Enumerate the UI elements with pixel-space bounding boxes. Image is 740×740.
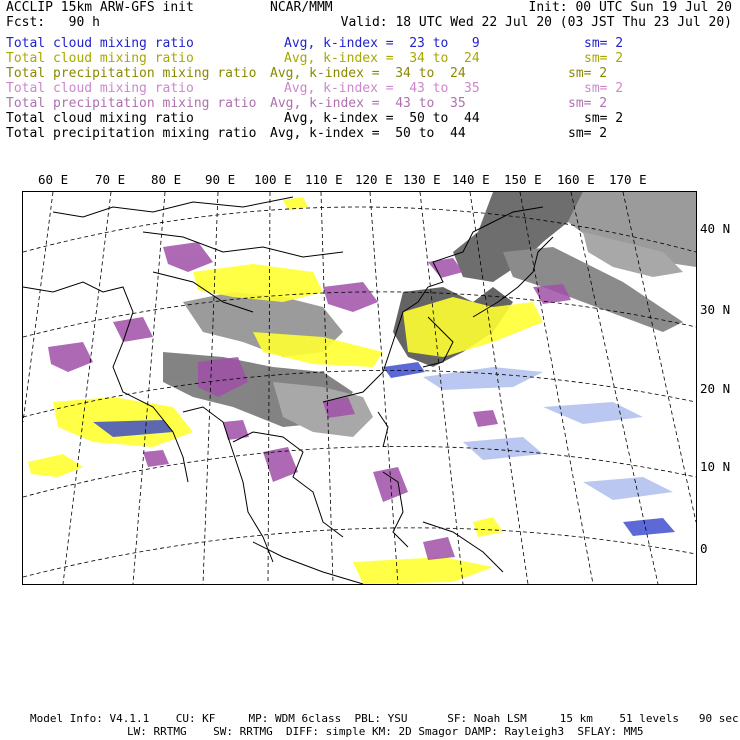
legend-row xyxy=(6,126,736,141)
legend-smoothing: sm= 2 xyxy=(568,126,608,141)
legend-field-name: Total precipitation mixing ratio xyxy=(6,126,257,141)
lon-label: 80 E xyxy=(151,172,182,187)
lat-label: 10 N xyxy=(700,459,731,474)
lat-label: 30 N xyxy=(700,302,731,317)
lon-label: 110 E xyxy=(305,172,343,187)
lon-label: 100 E xyxy=(254,172,292,187)
forecast-map xyxy=(22,191,697,585)
legend-level-range: Avg, k-index = 34 to 24 xyxy=(284,51,480,66)
legend-level-range: Avg, k-index = 43 to 35 xyxy=(270,96,466,111)
legend-row xyxy=(6,81,736,96)
legend-level-range: Avg, k-index = 43 to 35 xyxy=(284,81,480,96)
lon-label: 160 E xyxy=(557,172,595,187)
lat-label: 20 N xyxy=(700,381,731,396)
model-info-line1: Model Info: V4.1.1 CU: KF MP: WDM 6class PBL: YSU SF: Noah LSM 15 km 51 levels 90 sec xyxy=(30,712,739,725)
institution-label: NCAR/MMM xyxy=(270,0,333,15)
lat-label: 0 xyxy=(700,541,708,556)
legend-smoothing: sm= 2 xyxy=(584,81,624,96)
legend-field-name: Total cloud mixing ratio xyxy=(6,36,194,51)
lon-label: 140 E xyxy=(452,172,490,187)
legend-level-range: Avg, k-index = 23 to 9 xyxy=(284,36,480,51)
legend-smoothing: sm= 2 xyxy=(584,51,624,66)
legend-field-name: Total cloud mixing ratio xyxy=(6,111,194,126)
lon-label: 150 E xyxy=(504,172,542,187)
legend-field-name: Total cloud mixing ratio xyxy=(6,51,194,66)
legend-smoothing: sm= 2 xyxy=(584,36,624,51)
lon-label: 170 E xyxy=(609,172,647,187)
legend-level-range: Avg, k-index = 50 to 44 xyxy=(284,111,480,126)
legend-level-range: Avg, k-index = 50 to 44 xyxy=(270,126,466,141)
legend-row xyxy=(6,51,736,66)
map-canvas xyxy=(23,192,696,584)
legend-smoothing: sm= 2 xyxy=(568,96,608,111)
legend-row xyxy=(6,66,736,81)
model-info-line2: LW: RRTMG SW: RRTMG DIFF: simple KM: 2D Smagor DAMP: Rayleigh3 SFLAY: MM5 xyxy=(127,725,644,738)
legend-field-name: Total precipitation mixing ratio xyxy=(6,66,257,81)
valid-time: Valid: 18 UTC Wed 22 Jul 20 (03 JST Thu 23 Jul 20) xyxy=(340,15,732,30)
init-time: Init: 00 UTC Sun 19 Jul 20 xyxy=(528,0,732,15)
legend-level-range: Avg, k-index = 34 to 24 xyxy=(270,66,466,81)
model-title: ACCLIP 15km ARW-GFS init xyxy=(6,0,194,15)
lon-label: 120 E xyxy=(355,172,393,187)
lon-label: 70 E xyxy=(95,172,126,187)
legend-smoothing: sm= 2 xyxy=(568,66,608,81)
legend-row xyxy=(6,111,736,126)
legend-field-name: Total cloud mixing ratio xyxy=(6,81,194,96)
legend-field-name: Total precipitation mixing ratio xyxy=(6,96,257,111)
lon-label: 60 E xyxy=(38,172,69,187)
legend-smoothing: sm= 2 xyxy=(584,111,624,126)
forecast-hour: Fcst: 90 h xyxy=(6,15,100,30)
lat-label: 40 N xyxy=(700,221,731,236)
legend-row xyxy=(6,36,736,51)
legend-row xyxy=(6,96,736,111)
lon-label: 90 E xyxy=(205,172,236,187)
lon-label: 130 E xyxy=(403,172,441,187)
